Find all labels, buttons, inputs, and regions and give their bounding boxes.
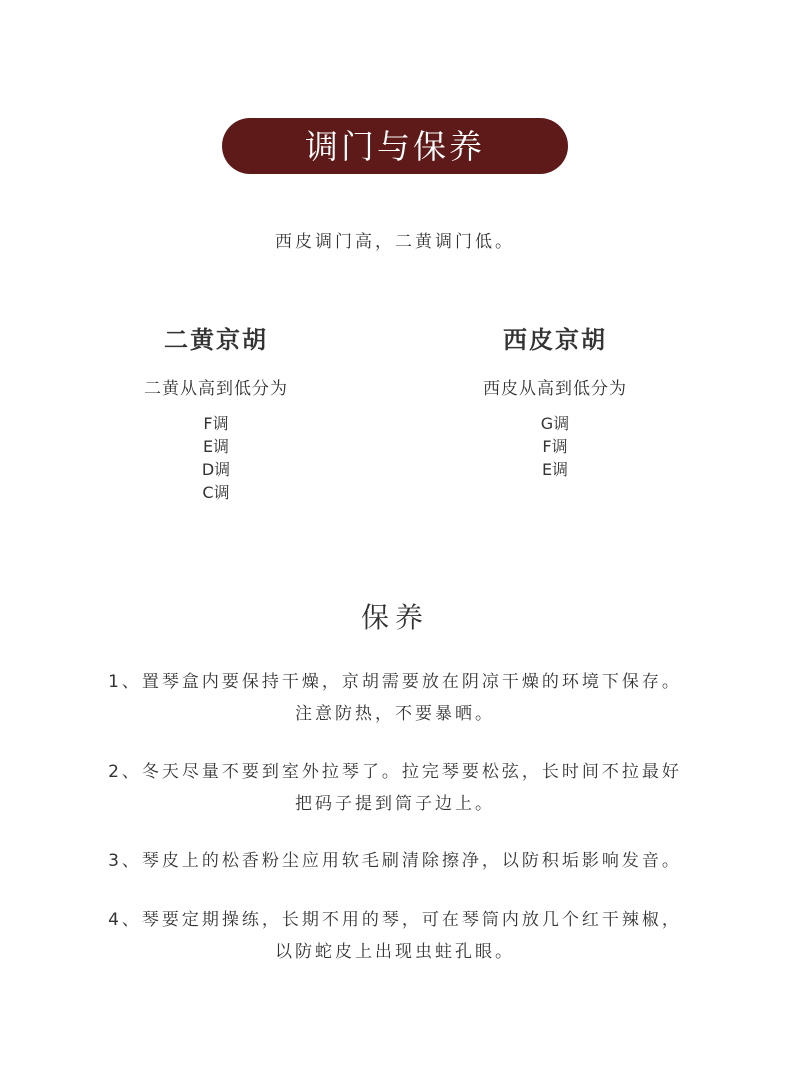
list-item: D调 [201, 460, 231, 479]
erhuang-jinghu-column [66, 324, 366, 504]
title-banner [222, 118, 568, 174]
column-title: 西皮京胡 [503, 326, 607, 354]
page-title: 调门与保养 [305, 126, 485, 166]
care-item-line: 1、置琴盒内要保持干燥，京胡需要放在阴凉干燥的环境下保存。 [108, 672, 682, 692]
care-item-line: 2、冬天尽量不要到室外拉琴了。拉完琴要松弦，长时间不拉最好 [108, 762, 682, 782]
pitch-summary: 西皮调门高，二黄调门低。 [275, 232, 515, 252]
list-item: F调 [542, 437, 568, 456]
care-item-line: 4、琴要定期操练，长期不用的琴，可在琴筒内放几个红干辣椒， [108, 910, 682, 930]
care-item-line: 把码子提到筒子边上。 [295, 794, 495, 814]
list-item: E调 [541, 460, 569, 479]
care-item-4 [60, 904, 730, 968]
care-item-line: 以防蛇皮上出现虫蛀孔眼。 [275, 942, 515, 962]
xipi-jinghu-column [405, 324, 705, 481]
list-item: F调 [203, 414, 229, 433]
care-item-line: 注意防热，不要暴晒。 [295, 704, 495, 724]
key-list [66, 412, 366, 504]
column-description: 西皮从高到低分为 [483, 379, 627, 399]
key-list [405, 412, 705, 481]
care-item-1 [60, 666, 730, 730]
column-description: 二黄从高到低分为 [144, 379, 288, 399]
list-item: E调 [202, 437, 230, 456]
care-item-2 [60, 756, 730, 820]
care-section-title: 保养 [360, 601, 429, 634]
list-item: G调 [540, 414, 570, 433]
list-item: C调 [202, 483, 230, 502]
care-item-line: 3、琴皮上的松香粉尘应用软毛刷清除擦净，以防积垢影响发音。 [108, 851, 682, 871]
column-title: 二黄京胡 [164, 326, 268, 354]
care-item-3 [60, 845, 730, 877]
